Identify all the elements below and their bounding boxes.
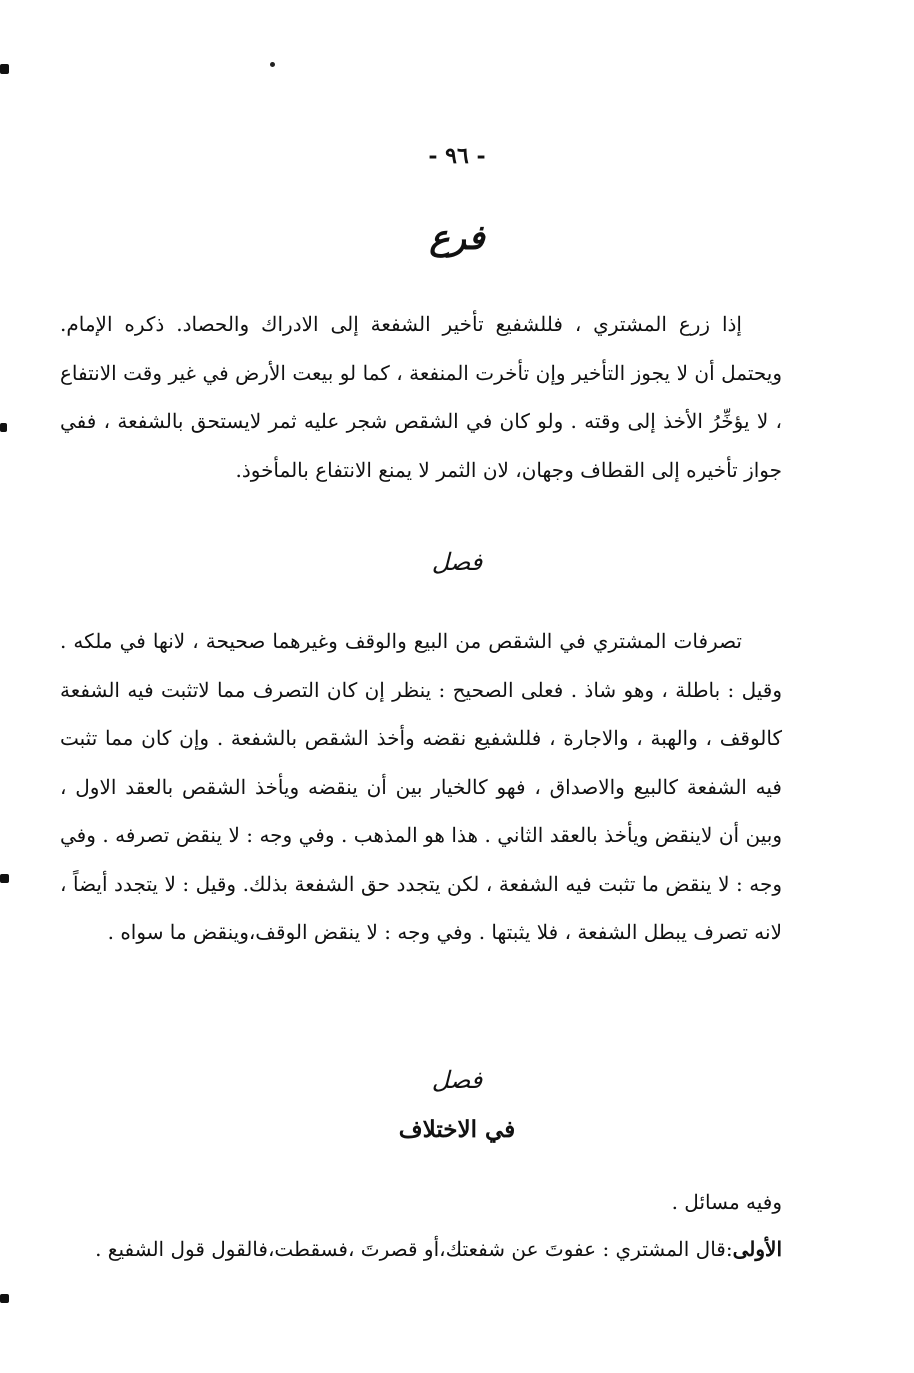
issue-first-line xyxy=(95,1237,782,1261)
issue-first-label: الأولى xyxy=(732,1237,782,1261)
scan-mark-left-4 xyxy=(0,1294,9,1303)
scan-dot xyxy=(270,62,275,67)
section-title-fasl-1: فصل xyxy=(431,548,483,576)
section-title-far: فرع xyxy=(429,218,485,258)
page-number: - ٩٦ - xyxy=(428,143,486,169)
issue-first-text: :قال المشتري : عفوتَ عن شفعتك،أو قصرتَ ،فسقطت،فالقول قول الشفيع . xyxy=(95,1237,733,1261)
scan-mark-left-3 xyxy=(0,874,9,883)
scan-mark-left-2 xyxy=(0,423,7,432)
paragraph-far: إذا زرع المشتري ، فللشفيع تأخير الشفعة إلى الادراك والحصاد. ذكره الإمام. ويحتمل أن لا يجوز التأخير وإن تأخرت المنفعة ، كما لو بيعت الأرض في غير وقت الانتفاع ، لا يؤخِّرُ الأخذ إلى وقته . ولو كان في الشقص شجر عليه ثمر لايستحق بالشفعة ، ففي جواز تأخيره إلى القطاف وجهان، لان الثمر لا يمنع الانتفاع بالمأخوذ. xyxy=(60,312,782,482)
scan-mark-left-1 xyxy=(0,64,9,74)
paragraph-fasl-1: تصرفات المشتري في الشقص من البيع والوقف وغيرهما صحيحة ، لانها في ملكه . وقيل : باطلة ، وهو شاذ . فعلى الصحيح : ينظر إن كان التصرف مما لاتثبت فيه الشفعة كالوقف ، والهبة ، والاجارة ، فللشفيع نقضه وأخذ الشقص بالشفعة . وإن كان مما تثبت فيه الشفعة كالبيع والاصداق ، فهو كالخيار بين أن ينقضه ويأخذ الشقص بالعقد الاول ، وبين أن لاينقض ويأخذ بالعقد الثاني . هذا هو المذهب . وفي وجه : لا ينقض تصرفه . وفي وجه : لا ينقض ما تثبت فيه الشفعة ، لكن يتجدد حق الشفعة بذلك. وقيل : لا يتجدد أيضاً ، لانه تصرف يبطل الشفعة ، فلا يثبتها . وفي وجه : لا ينقض الوقف،وينقض ما سواه . xyxy=(60,629,782,944)
section-title-fasl-2: فصل xyxy=(431,1066,483,1094)
section-subtitle-ikhtilaf: في الاختلاف xyxy=(398,1116,516,1143)
intro-line: وفيه مسائل . xyxy=(671,1190,782,1214)
